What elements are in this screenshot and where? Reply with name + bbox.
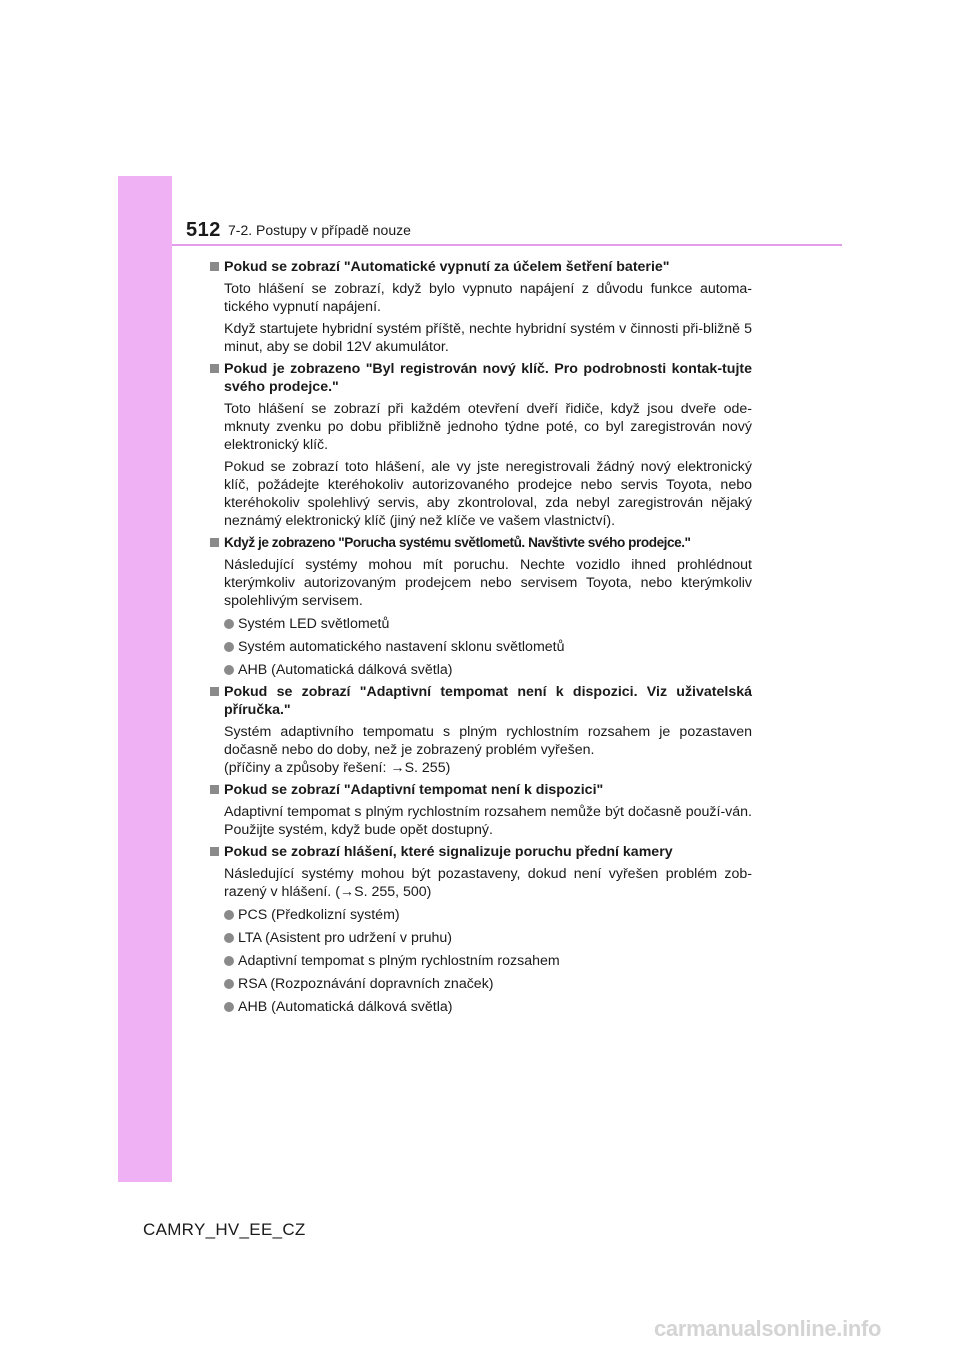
section-heading-new-key-registered: Pokud je zobrazeno "Byl registrován nový klíč. Pro podrobnosti kontak-tujte svého prodejce." (210, 360, 752, 396)
page-number: 512 (186, 219, 221, 241)
square-bullet-icon (210, 687, 219, 696)
page-content (210, 254, 752, 1016)
paragraph: Následující systémy mohou být pozastaveny, dokud není vyřešen problém zob-razený v hlášení. (→S. 255, 500) (224, 866, 752, 900)
square-bullet-icon (210, 538, 219, 547)
round-bullet-icon (224, 933, 234, 943)
list-item: PCS (Předkolizní systém) (210, 906, 752, 924)
list-item: RSA (Rozpoznávání dopravních značek) (210, 975, 752, 993)
section-heading-front-camera-malfunction: Pokud se zobrazí hlášení, které signalizuje poruchu přední kamery (210, 843, 752, 861)
document-code: CAMRY_HV_EE_CZ (143, 1220, 306, 1239)
section-heading-auto-power-off: Pokud se zobrazí "Automatické vypnutí za účelem šetření baterie" (210, 258, 752, 276)
paragraph: Systém adaptivního tempomatu s plným rychlostním rozsahem je pozastaven dočasně nebo do doby, než je zobrazený problém vyřešen. (příčiny a způsoby řešení: →S. 255) (224, 724, 752, 776)
round-bullet-icon (224, 642, 234, 652)
square-bullet-icon (210, 785, 219, 794)
round-bullet-icon (224, 619, 234, 629)
section-heading-headlight-malfunction: Když je zobrazeno "Porucha systému světlometů. Navštivte svého prodejce." (210, 534, 752, 552)
watermark: carmanualsonline.info (654, 1316, 882, 1341)
round-bullet-icon (224, 1002, 234, 1012)
paragraph: Adaptivní tempomat s plným rychlostním rozsahem nemůže být dočasně použí-ván. Použijte systém, když bude opět dostupný. (224, 804, 752, 838)
square-bullet-icon (210, 262, 219, 271)
square-bullet-icon (210, 847, 219, 856)
list-item: AHB (Automatická dálková světla) (210, 998, 752, 1016)
section-heading-cruise-unavailable-manual: Pokud se zobrazí "Adaptivní tempomat není k dispozici. Viz uživatelská příručka." (210, 683, 752, 719)
paragraph: Toto hlášení se zobrazí, když bylo vypnuto napájení z důvodu funkce automa-tického vypnutí napájení. (224, 281, 752, 315)
list-item: Adaptivní tempomat s plným rychlostním rozsahem (210, 952, 752, 970)
paragraph: Pokud se zobrazí toto hlášení, ale vy jste neregistrovali žádný nový elektronický klíč, požádejte kteréhokoliv autorizovaného prodejce nebo servis Toyota, nebo kteréhokoliv spolehlivý servis, aby zkontroloval, zda nebyl zaregistrován nějaký neznámý elektronický klíč (jiný než klíče ve vašem vlastnictví). (224, 459, 752, 529)
paragraph: Když startujete hybridní systém příště, nechte hybridní systém v činnosti při-bližně 5 minut, aby se dobil 12V akumulátor. (224, 321, 752, 355)
round-bullet-icon (224, 956, 234, 966)
chapter-sidebar-tab (118, 176, 172, 1182)
round-bullet-icon (224, 665, 234, 675)
section-heading-cruise-unavailable: Pokud se zobrazí "Adaptivní tempomat není k dispozici" (210, 781, 752, 799)
paragraph: Následující systémy mohou mít poruchu. Nechte vozidlo ihned prohlédnout kterýmkoliv autorizovaným prodejcem nebo servisem Toyota, nebo kterýmkoliv spolehlivým servisem. (224, 557, 752, 609)
list-item: Systém automatického nastavení sklonu světlometů (210, 638, 752, 656)
round-bullet-icon (224, 910, 234, 920)
square-bullet-icon (210, 364, 219, 373)
header-divider (172, 244, 842, 246)
paragraph: Toto hlášení se zobrazí při každém otevření dveří řidiče, když jsou dveře ode-mknuty zvenku po dobu přibližně jednoho týdne poté, co byl zaregistrován nový elektronický klíč. (224, 401, 752, 453)
list-item: LTA (Asistent pro udržení v pruhu) (210, 929, 752, 947)
round-bullet-icon (224, 979, 234, 989)
list-item: Systém LED světlometů (210, 615, 752, 633)
chapter-title: 7-2. Postupy v případě nouze (228, 222, 411, 238)
list-item: AHB (Automatická dálková světla) (210, 661, 752, 679)
